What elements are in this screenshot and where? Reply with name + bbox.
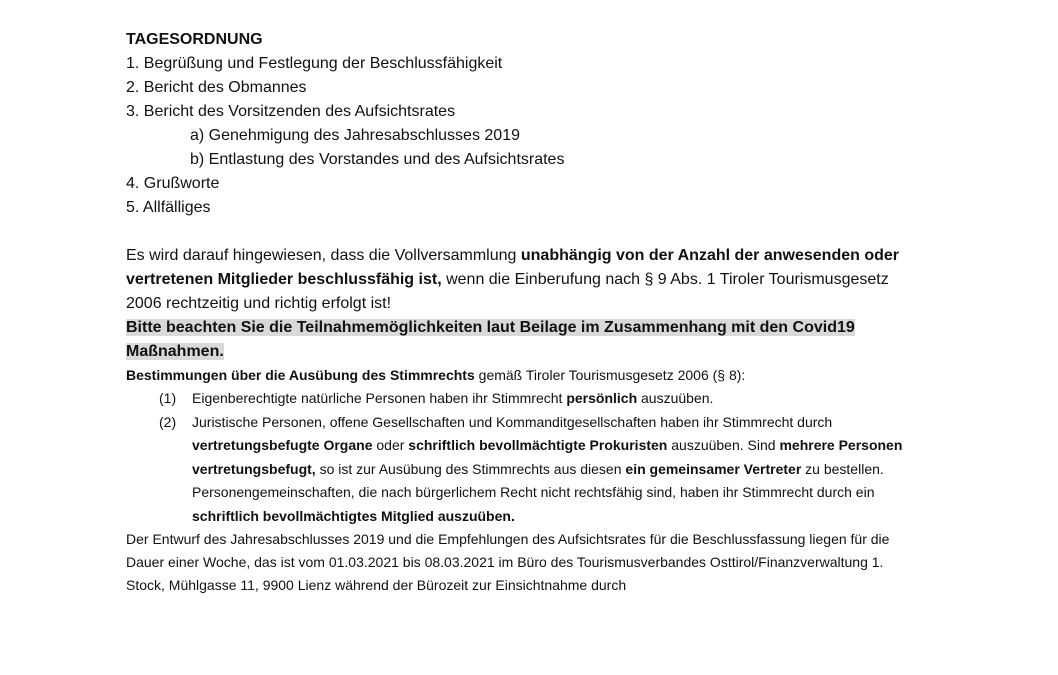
rule-bold: mehrere Personen vertretungsbefugt, (192, 437, 903, 477)
quorum-notice-bold: unabhängig von der Anzahl der anwesenden oder vertretenen Mitglieder beschlussfähig ist, (126, 247, 899, 288)
agenda-item: 3. Bericht des Vorsitzenden des Aufsichtsrates (126, 103, 456, 120)
voting-heading-rest: gemäß Tiroler Tourismusgesetz 2006 (§ 8): (474, 367, 746, 383)
quorum-notice (126, 244, 926, 316)
rule-text: so ist zur Ausübung des Stimmrechts aus diesen (315, 460, 626, 477)
rule-text: zu bestellen. Personengemeinschaften, die nach bürgerlichem Recht nicht rechtsfähig sind, haben ihr Stimmrecht durch ein (192, 460, 884, 500)
rule-text: oder (372, 437, 409, 453)
list-number: (1) (159, 390, 177, 406)
rule-bold: vertretungsbefugte Organe (192, 437, 373, 453)
document-content (126, 28, 926, 597)
list-number: (2) (159, 413, 177, 430)
voting-heading (126, 364, 926, 387)
agenda-subitem: b) Entlastung des Vorstandes und des Aufsichtsrates (190, 151, 565, 168)
quorum-notice-text-end: wenn die Einberufung nach § 9 Abs. 1 Tiroler Tourismusgesetz 2006 rechtzeitig und richtig erfolgt ist! (126, 271, 889, 312)
rule-text: Eigenberechtigte natürliche Personen haben ihr Stimmrecht (192, 390, 567, 406)
covid-highlight: Bitte beachten Sie die Teilnahmemöglichkeiten laut Beilage im Zusammenhang mit den Covid19 Maßnahmen. (126, 319, 855, 360)
rule-text: auszuüben. (637, 390, 714, 406)
quorum-notice-text: Es wird darauf hingewiesen, dass die Vollversammlung (126, 247, 521, 264)
voting-rules-list (126, 387, 926, 528)
agenda-item: 1. Begrüßung und Festlegung der Beschlussfähigkeit (126, 55, 503, 72)
rule-text: Juristische Personen, offene Gesellschaften und Kommanditgesellschaften haben ihr Stimmrecht durch (192, 413, 833, 430)
agenda-item: 5. Allfälliges (126, 199, 211, 216)
agenda-title: TAGESORDNUNG (126, 31, 263, 48)
rule-bold: schriftlich bevollmächtigte Prokuristen (408, 437, 668, 453)
agenda-item: 2. Bericht des Obmannes (126, 79, 307, 96)
list-item (126, 387, 926, 411)
voting-heading-bold: Bestimmungen über die Ausübung des Stimmrechts (126, 367, 475, 383)
agenda-item: 4. Grußworte (126, 175, 220, 192)
rule-text: auszuüben. Sind (667, 437, 780, 453)
draft-notice: Der Entwurf des Jahresabschlusses 2019 und die Empfehlungen des Aufsichtsrates für die Beschlussfassung liegen für die Dauer einer Woche, das ist vom 01.03.2021 bis 08.03.2021 im Büro des Tourismusverbandes Osttirol/Finanzverwaltung 1. Stock, Mühlgasse 11, 9900 Lienz während der Bürozeit zur Einsichtnahme durch (126, 531, 890, 593)
rule-bold: persönlich (566, 390, 638, 406)
list-item (126, 411, 926, 529)
rule-bold: ein gemeinsamer Vertreter (625, 460, 802, 477)
agenda-subitem: a) Genehmigung des Jahresabschlusses 2019 (190, 127, 520, 144)
rule-bold: schriftlich bevollmächtigtes Mitglied auszuüben. (192, 507, 515, 524)
agenda-list (126, 52, 926, 220)
covid-notice (126, 316, 926, 364)
